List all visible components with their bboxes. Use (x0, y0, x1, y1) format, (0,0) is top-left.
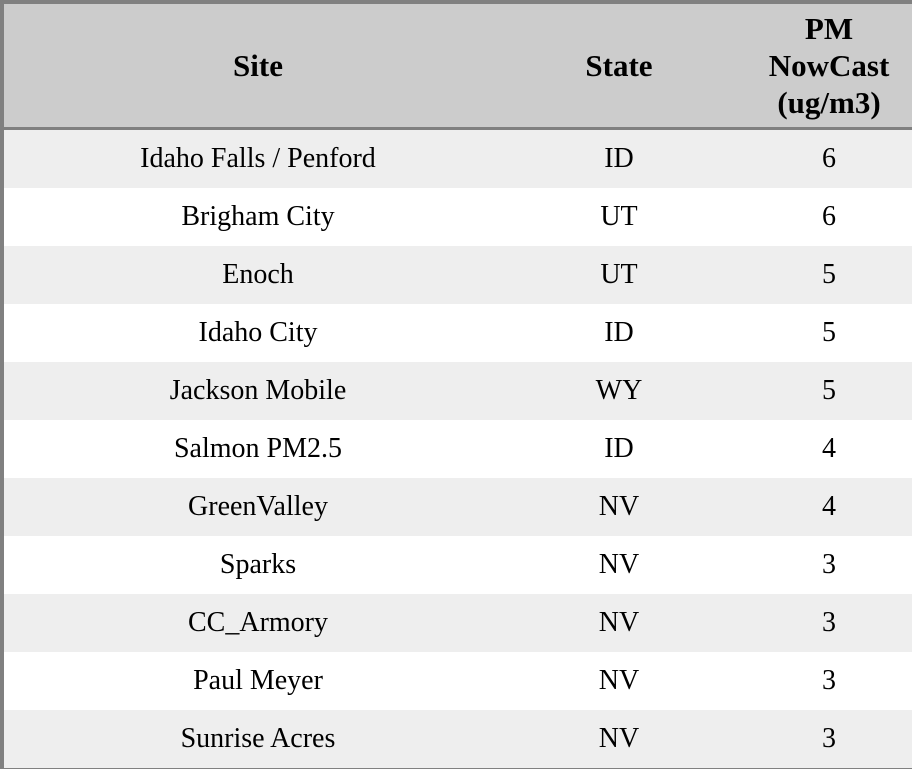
cell-site: Sunrise Acres (4, 710, 512, 768)
column-header-pm-nowcast (726, 4, 912, 129)
pm-nowcast-table (4, 4, 912, 768)
cell-pm-nowcast: 3 (726, 536, 912, 594)
column-header-state: State (512, 4, 726, 129)
cell-state: ID (512, 420, 726, 478)
table-row (4, 362, 912, 420)
table-row (4, 478, 912, 536)
cell-state: NV (512, 594, 726, 652)
cell-site: Salmon PM2.5 (4, 420, 512, 478)
cell-state: ID (512, 304, 726, 362)
column-header-pm-line-2: NowCast (768, 48, 890, 83)
table-row (4, 594, 912, 652)
cell-site: Paul Meyer (4, 652, 512, 710)
cell-site: Idaho City (4, 304, 512, 362)
table-row (4, 129, 912, 189)
cell-site: Brigham City (4, 188, 512, 246)
cell-pm-nowcast: 3 (726, 710, 912, 768)
cell-pm-nowcast: 6 (726, 188, 912, 246)
table-row (4, 710, 912, 768)
column-header-pm-line-3: (ug/m3) (777, 85, 881, 120)
cell-pm-nowcast: 5 (726, 362, 912, 420)
cell-pm-nowcast: 6 (726, 129, 912, 189)
cell-pm-nowcast: 4 (726, 478, 912, 536)
cell-site: Enoch (4, 246, 512, 304)
cell-state: NV (512, 478, 726, 536)
cell-state: NV (512, 710, 726, 768)
cell-site: GreenValley (4, 478, 512, 536)
cell-state: UT (512, 246, 726, 304)
table-row (4, 304, 912, 362)
cell-pm-nowcast: 3 (726, 652, 912, 710)
cell-state: NV (512, 652, 726, 710)
column-header-site: Site (4, 4, 512, 129)
cell-state: NV (512, 536, 726, 594)
cell-pm-nowcast: 5 (726, 304, 912, 362)
cell-pm-nowcast: 3 (726, 594, 912, 652)
cell-pm-nowcast: 4 (726, 420, 912, 478)
cell-site: CC_Armory (4, 594, 512, 652)
cell-site: Idaho Falls / Penford (4, 129, 512, 189)
cell-state: UT (512, 188, 726, 246)
cell-state: WY (512, 362, 726, 420)
cell-site: Sparks (4, 536, 512, 594)
table-header-row (4, 4, 912, 129)
table-row (4, 536, 912, 594)
table-row (4, 420, 912, 478)
cell-pm-nowcast: 5 (726, 246, 912, 304)
column-header-pm-line-1: PM (804, 11, 854, 46)
table-header (4, 4, 912, 129)
cell-state: ID (512, 129, 726, 189)
table-row (4, 246, 912, 304)
table-row (4, 652, 912, 710)
cell-site: Jackson Mobile (4, 362, 512, 420)
table-body (4, 129, 912, 769)
table-row (4, 188, 912, 246)
